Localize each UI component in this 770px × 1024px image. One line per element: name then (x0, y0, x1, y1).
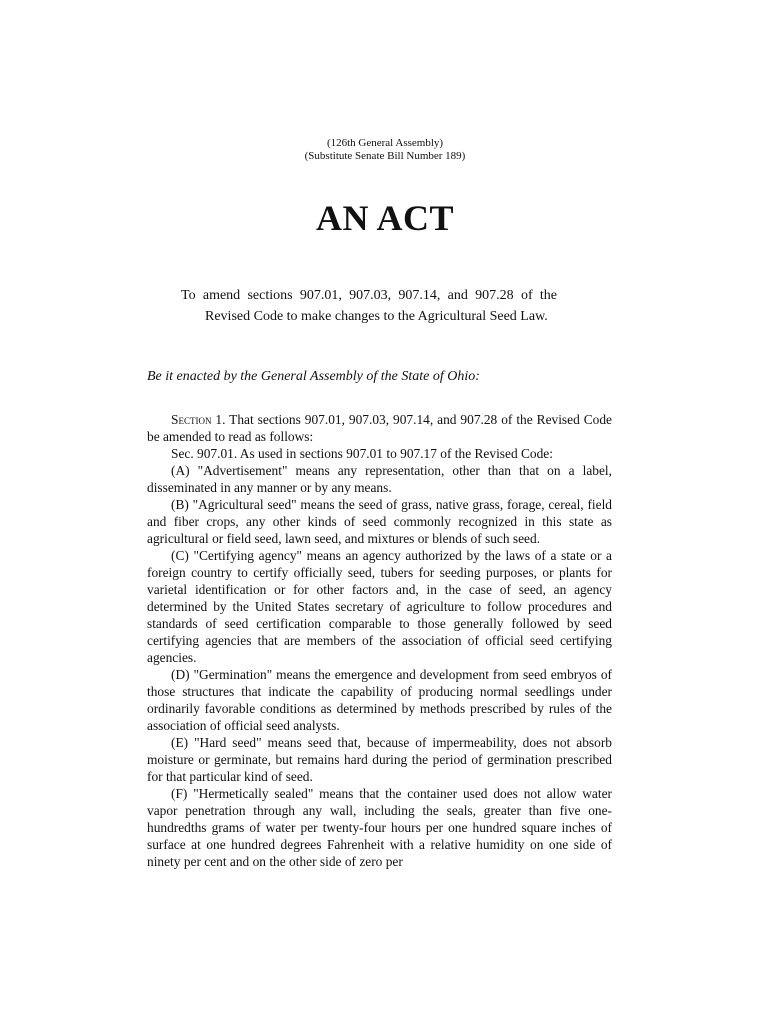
document-title: AN ACT (315, 198, 455, 238)
definition-advertisement: (A) "Advertisement" means any representation, other than that on a label, disseminated in any manner or by any means. (147, 463, 612, 495)
section-label: Section (171, 412, 212, 427)
definition-germination: (D) "Germination" means the emergence and development from seed embryos of those structures that indicate the capability of producing normal seedlings under ordinarily favorable conditions as determined by methods prescribed by rules of the association of official seed analysts. (147, 667, 612, 733)
act-purpose: To amend sections 907.01, 907.03, 907.14, and 907.28 of the Revised Code to make changes to the Agricultural Seed Law. (181, 288, 557, 324)
definition-agricultural-seed: (B) "Agricultural seed" means the seed of grass, native grass, forage, cereal, field and fiber crops, any other kinds of seed commonly recognized in this state as agricultural or field seed, lawn seed, and mixtures or blends of such seed. (147, 497, 612, 546)
general-assembly-line: (126th General Assembly) (326, 137, 444, 149)
section-1-text: 1. That sections 907.01, 907.03, 907.14, and 907.28 of the Revised Code be amended to read as follows: (147, 412, 612, 444)
definition-hard-seed: (E) "Hard seed" means seed that, because of impermeability, does not absorb moisture or germinate, but remains hard during the period of germination prescribed for that particular kind of seed. (147, 735, 612, 784)
sec-907-01-intro: Sec. 907.01. As used in sections 907.01 to 907.17 of the Revised Code: (171, 446, 553, 461)
section-1-paragraph (147, 411, 612, 445)
bill-header (0, 137, 770, 163)
definition-certifying-agency: (C) "Certifying agency" means an agency authorized by the laws of a state or a foreign country to certify officially seed, tubers for seeding purposes, or plants for varietal identification or for other factors and, in the case of seed, an agency determined by the United States secretary of agriculture to follow procedures and standards of seed certification comparable to those generally followed by seed certifying agencies that are members of the association of official seed certifying agencies. (147, 548, 612, 665)
act-body (147, 411, 612, 870)
bill-number-line: (Substitute Senate Bill Number 189) (304, 150, 466, 162)
enacting-clause: Be it enacted by the General Assembly of the State of Ohio: (147, 369, 480, 384)
definition-hermetically-sealed: (F) "Hermetically sealed" means that the container used does not allow water vapor penetration through any wall, including the seals, greater than five one-hundredths grams of water per twenty-four hours per one hundred square inches of surface at one hundred degrees Fahrenheit with a relative humidity on one side of ninety per cent and on the other side of zero per (147, 786, 612, 869)
